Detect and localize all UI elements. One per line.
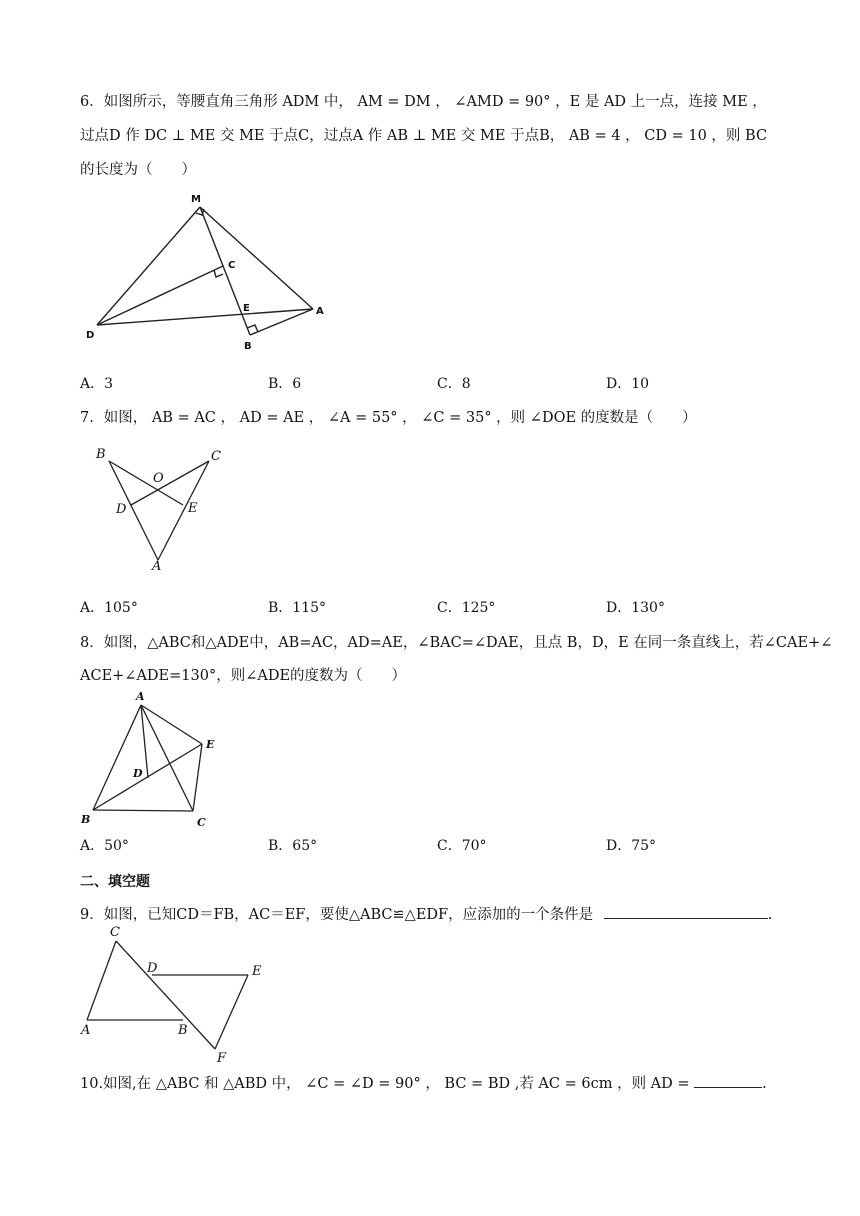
q8-edge-AB	[93, 705, 141, 810]
q6-stem-line1: 6．如图所示，等腰直角三角形 ADM 中， AM = DM ， ∠AMD = 90° ，E 是 AD 上一点，连接 ME ，	[80, 94, 767, 110]
q7-label-E: E	[188, 501, 198, 516]
q6-option-c[interactable]: C．8	[437, 376, 471, 392]
q10-text: 10.如图,在 △ABC 和 △ABD 中， ∠C = ∠D = 90° ， BC = BD ,若 AC = 6cm ，则 AD =	[80, 1076, 690, 1092]
q8-label-D: D	[133, 767, 143, 780]
q6-edge-DC	[97, 266, 223, 325]
q9-edge-EF	[215, 975, 248, 1049]
q8-edge-AD	[141, 705, 148, 778]
q6-stem-line2: 过点D 作 DC ⊥ ME 交 ME 于点C，过点A 作 AB ⊥ ME 交 ME 于点B， AB = 4 ， CD = 10 ，则 BC	[80, 128, 768, 144]
q8-label-B: B	[81, 813, 91, 826]
q8-option-b[interactable]: B．65°	[268, 838, 318, 854]
q9-answer-blank[interactable]	[604, 904, 768, 919]
q9-edge-CA	[87, 941, 116, 1020]
q7-edge-BA	[109, 461, 158, 560]
q8-label-C: C	[197, 816, 206, 829]
q10-answer-blank[interactable]	[694, 1073, 762, 1088]
q6-stem-line3: 的长度为（ ）	[80, 162, 196, 178]
q6-right-angle-B	[247, 325, 258, 332]
q8-edge-AE	[141, 705, 202, 744]
q6-edge-MB	[200, 207, 250, 335]
q9-stem	[80, 903, 772, 924]
q7-label-O: O	[153, 471, 164, 486]
q6-label-M: M	[191, 194, 201, 205]
q7-label-A: A	[152, 559, 162, 574]
q8-label-A: A	[136, 690, 145, 703]
q8-edge-EC	[193, 744, 202, 811]
q6-right-angle-M	[196, 209, 204, 215]
q9-label-C: C	[110, 925, 120, 940]
q7-option-c[interactable]: C．125°	[437, 600, 496, 616]
q8-label-E: E	[206, 738, 215, 751]
q6-right-angle-C	[214, 270, 223, 277]
q6-label-D: D	[86, 330, 95, 341]
q8-edge-BE	[93, 744, 202, 810]
q6-label-C: C	[228, 260, 236, 271]
q7-option-b[interactable]: B．115°	[268, 600, 327, 616]
q6-edge-AB	[250, 309, 313, 335]
q8-edge-BC	[93, 810, 193, 811]
q7-label-C: C	[211, 449, 221, 464]
q8-stem-line1: 8．如图，△ABC和△ADE中，AB=AC，AD=AE，∠BAC=∠DAE，且点 B，D，E 在同一条直线上，若∠CAE+∠	[80, 635, 833, 651]
q7-edge-CD	[131, 461, 209, 505]
q6-edge-MA	[200, 207, 313, 309]
q6-label-B: B	[244, 341, 252, 352]
q8-option-c[interactable]: C．70°	[437, 838, 487, 854]
q7-label-B: B	[96, 447, 106, 462]
q9-label-A: A	[81, 1023, 91, 1038]
q6-edge-DA	[97, 309, 313, 325]
q8-option-d[interactable]: D．75°	[606, 838, 657, 854]
q9-end: .	[767, 907, 773, 923]
q7-label-D: D	[116, 502, 127, 517]
q6-option-a[interactable]: A．3	[80, 376, 114, 392]
q9-text: 9．如图，已知CD＝FB，AC＝EF，要使△ABC≌△EDF，应添加的一个条件是	[80, 907, 594, 923]
q6-edge-MD	[97, 207, 200, 325]
q8-option-a[interactable]: A．50°	[80, 838, 129, 854]
q6-label-E: E	[243, 303, 250, 314]
q9-edge-CF	[116, 941, 215, 1049]
q8-stem-line2: ACE+∠ADE=130°，则∠ADE的度数为（ ）	[80, 668, 407, 684]
q9-label-E: E	[252, 964, 262, 979]
q7-edge-CA	[158, 461, 209, 560]
q10-stem	[80, 1072, 767, 1093]
q6-label-A: A	[316, 306, 324, 317]
q9-label-B: B	[178, 1023, 188, 1038]
q9-label-D: D	[147, 961, 158, 976]
q7-stem: 7．如图， AB = AC ， AD = AE ， ∠A = 55° ， ∠C = 35° ，则 ∠DOE 的度数是（ ）	[80, 410, 697, 426]
q7-option-a[interactable]: A．105°	[80, 600, 138, 616]
q6-option-b[interactable]: B．6	[268, 376, 302, 392]
q8-edge-AC	[141, 705, 193, 811]
q9-label-F: F	[217, 1051, 227, 1066]
q10-end: .	[762, 1076, 767, 1092]
q7-edge-BE	[109, 461, 183, 505]
q7-option-d[interactable]: D．130°	[606, 600, 665, 616]
q6-option-d[interactable]: D．10	[606, 376, 650, 392]
section-title-fill-in: 二、填空题	[80, 874, 150, 890]
